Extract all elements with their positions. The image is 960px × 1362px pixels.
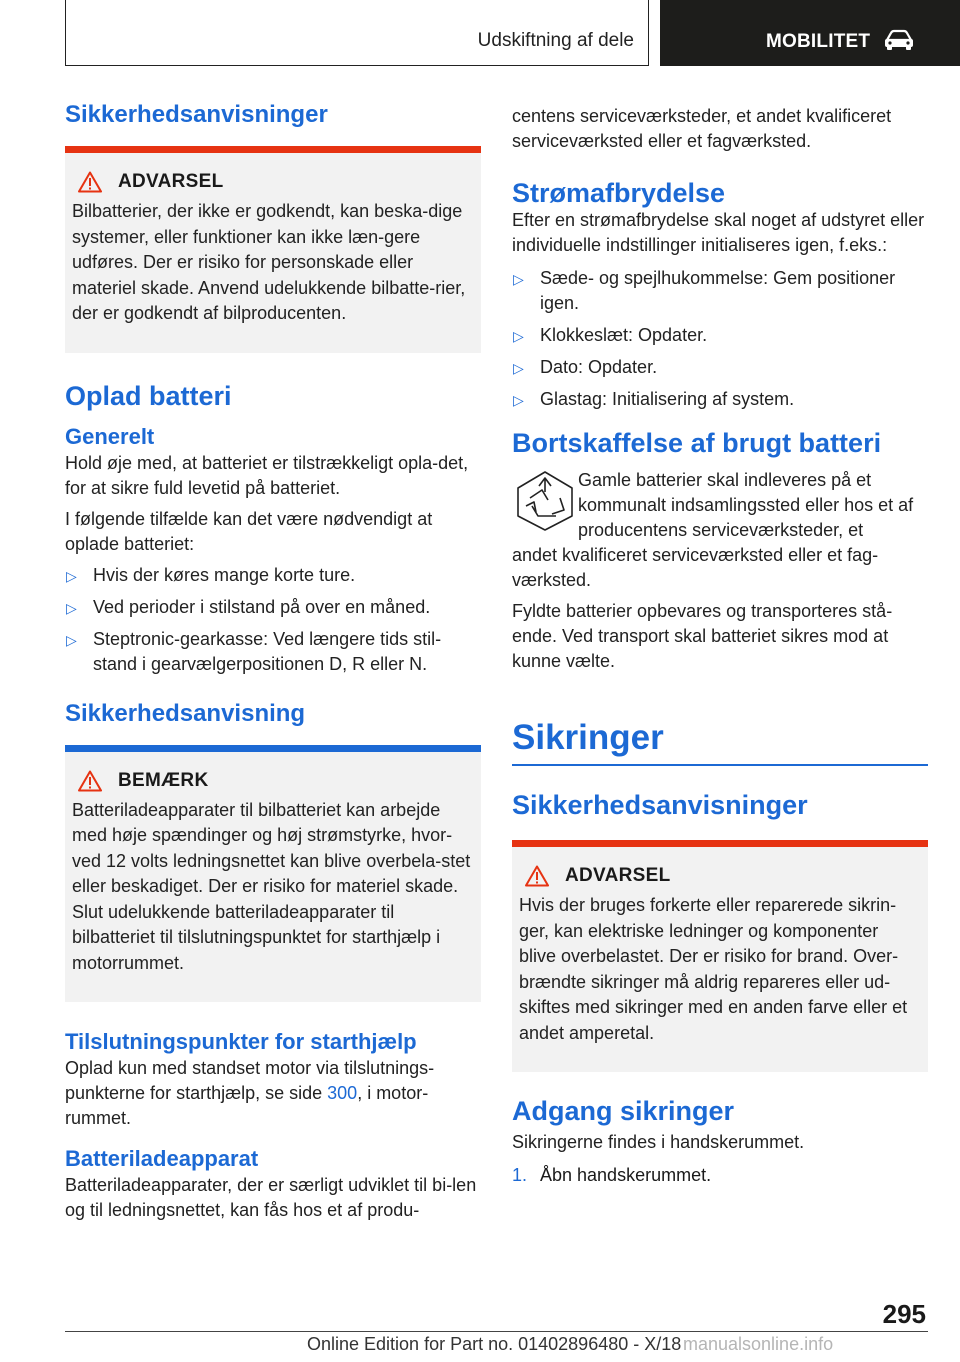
bullet-triangle-icon: ▷: [513, 328, 524, 344]
list-item: ▷ Ved perioder i stilstand på over en måned.: [65, 595, 481, 620]
page-number: 295: [882, 1299, 926, 1329]
list-item: ▷ Hvis der køres mange korte ture.: [65, 563, 481, 588]
list-item: ▷ Klokkeslæt: Opdater.: [512, 323, 928, 348]
paragraph-fuse-access: Sikringerne findes i handskerummet.: [512, 1132, 805, 1152]
paragraph-disposal-1: Gamle batterier skal indleveres på et kommunalt indsamlingssted eller hos et af producentens serviceværksteder, et: [578, 470, 914, 540]
step-item: 1. Åbn handskerummet.: [512, 1165, 712, 1185]
warning-text: Bilbatterier, der ikke er godkendt, kan beska-dige systemer, eller funktioner kan ikke læn-gere udføres. Der er risiko for personskade eller materiel skade. Anvend udelukkende bilbatte-rier, der er godkendt af bilproducenten.: [72, 201, 466, 323]
heading-battery-disposal: Bortskaffelse af brugt batteri: [512, 428, 882, 458]
list-reset-items: [512, 266, 928, 412]
note-text: Batteriladeapparater til bilbatteriet kan arbejde med høje spændinger og høj strømstyrke, hvor-ved 12 volts ledningsnettet kan blive overbela-stet eller beskadiget. Der er risiko for materiel skade. Slut udelukkende batteriladeapparater til bilbatteriet til tilslutningspunktet for starthjælp i motorrummet.: [72, 799, 471, 973]
header-section-label: MOBILITET: [766, 31, 871, 52]
warning-box-fuses: [512, 840, 928, 1072]
chapter-heading-fuses: Sikringer: [512, 718, 928, 766]
header-section-box: [660, 0, 960, 66]
right-column: [512, 104, 928, 1188]
warning-label: ADVARSEL: [118, 171, 224, 192]
disposal-block: [512, 468, 928, 543]
paragraph-general-2: I følgende tilfælde kan det være nødvendigt at oplade batteriet:: [65, 508, 433, 554]
heading-jump-start-points: Tilslutningspunkter for starthjælp: [65, 1029, 417, 1054]
paragraph-general-1: Hold øje med, at batteriet er tilstrækkeligt opla-det, for at sikre fuld levetid på batteriet.: [65, 452, 469, 498]
list-charge-cases: [65, 563, 481, 677]
heading-general: Generelt: [65, 423, 155, 449]
recycle-icon: [512, 468, 578, 534]
heading-battery-charger: Batteriladeapparat: [65, 1146, 259, 1171]
paragraph-disposal-2: Fyldte batterier opbevares og transporteres stå-ende. Ved transport skal batteriet sikres mod at kunne vælte.: [512, 601, 893, 671]
heading-safety: Sikkerhedsanvisninger: [65, 101, 328, 128]
heading-safety-instruction: Sikkerhedsanvisning: [65, 699, 306, 727]
bullet-triangle-icon: ▷: [66, 567, 77, 584]
car-icon: [884, 29, 914, 51]
note-box-charger: [65, 745, 481, 1003]
warning-text: Hvis der bruges forkerte eller reparerede sikrin-ger, kan elektriske ledninger og komponenter blive overbelastet. Der er risiko for brand. Over-brændte sikringer må aldrig repareres eller ud-skiftes med sikringer med en anden farve eller et andet amperetal.: [519, 895, 908, 1043]
left-column: [65, 100, 481, 1223]
list-item: ▷ Steptronic-gearkasse: Ved længere tids stil-stand i gearvælgerpositionen D, R eller N.: [66, 628, 442, 674]
heading-power-failure: Strømafbrydelse: [512, 178, 726, 208]
paragraph-battery-charger: Batteriladeapparater, der er særligt udviklet til bi-len og til ledningsnettet, kan fås hos et af produ-: [65, 1175, 477, 1220]
heading-fuse-safety: Sikkerhedsanvisninger: [512, 790, 808, 820]
list-item: ▷ Glastag: Initialisering af system.: [512, 387, 928, 412]
heading-fuse-access: Adgang sikringer: [512, 1096, 735, 1126]
warning-triangle-icon: [78, 770, 102, 792]
header-title: Udskiftning af dele: [477, 30, 634, 51]
list-item: ▷ Sæde- og spejlhukommelse: Gem positioner igen.: [513, 268, 896, 313]
header-title-box: [65, 0, 649, 66]
note-label: BEMÆRK: [118, 769, 209, 791]
bullet-triangle-icon: ▷: [513, 392, 524, 408]
paragraph-power-failure: Efter en strømafbrydelse skal noget af udstyret eller individuelle indstillinger initialiseres igen, f.eks.:: [512, 210, 925, 255]
heading-charge-battery: Oplad batteri: [65, 380, 232, 411]
warning-label: ADVARSEL: [565, 865, 671, 886]
warning-box-batteries: [65, 146, 481, 353]
paragraph-continued: centens serviceværksteder, et andet kvalificeret serviceværksted eller et fagværksted.: [512, 106, 892, 151]
bullet-triangle-icon: ▷: [513, 271, 524, 287]
list-item: ▷ Dato: Opdater.: [512, 355, 928, 380]
footer-divider: [65, 1331, 928, 1332]
bullet-triangle-icon: ▷: [513, 360, 524, 376]
footer-watermark: manualsonline.info: [683, 1334, 834, 1354]
paragraph-jump-start: Oplad kun med standset motor via tilslutnings-punkterne for starthjælp, se side 300, i motor-rummet.: [65, 1058, 435, 1128]
steps-fuse-access: [512, 1163, 928, 1188]
paragraph-disposal-1b: andet kvalificeret serviceværksted eller et fag-værksted.: [512, 545, 879, 590]
bullet-triangle-icon: ▷: [66, 631, 77, 648]
page-reference-link[interactable]: 300: [327, 1083, 358, 1103]
bullet-triangle-icon: ▷: [66, 599, 77, 616]
footer-edition: Online Edition for Part no. 01402896480 - X/18: [307, 1334, 682, 1354]
warning-triangle-icon: [78, 171, 102, 193]
warning-triangle-icon: [525, 865, 549, 887]
